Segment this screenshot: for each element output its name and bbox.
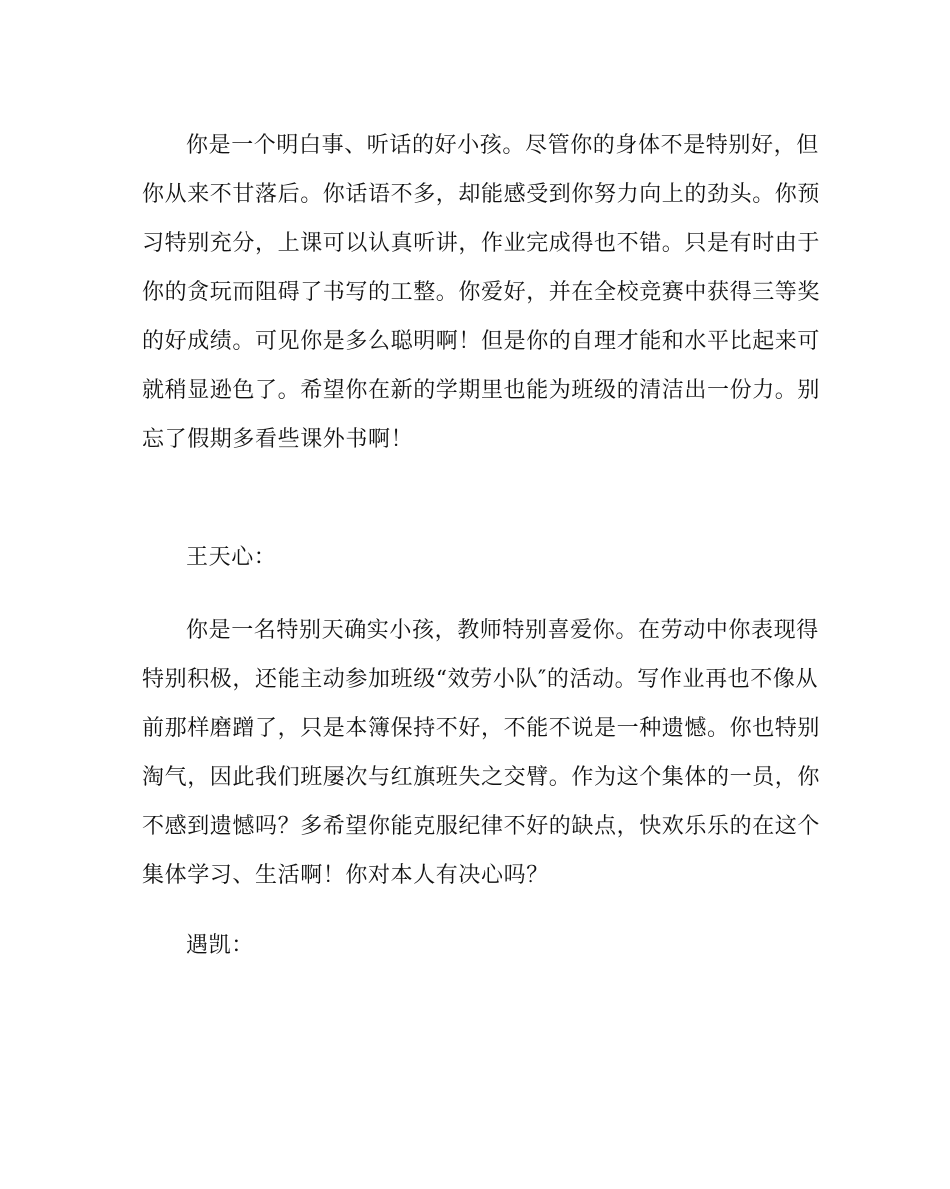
paragraph-2-line-4: 淘气，因此我们班屡次与红旗班失之交臂。作为这个集体的一员，你 (142, 765, 821, 790)
paragraph-1-line-7: 忘了假期多看些课外书啊！ (142, 427, 414, 452)
paragraph-2-line-1: 你是一名特别天确实小孩，教师特别喜爱你。在劳动中你表现得 (186, 618, 819, 643)
paragraph-1-line-5: 的好成绩。可见你是多么聪明啊！但是你的自理才能和水平比起来可 (142, 329, 821, 354)
paragraph-1-line-3: 习特别充分，上课可以认真听讲，作业完成得也不错。只是有时由于 (142, 231, 821, 256)
paragraph-2-line-3: 前那样磨蹭了，只是本簿保持不好，不能不说是一种遗憾。你也特别 (142, 716, 821, 741)
student-name-2: 遇凯： (186, 933, 254, 958)
paragraph-1-line-4: 你的贪玩而阻碍了书写的工整。你爱好，并在全校竞赛中获得三等奖 (142, 280, 821, 305)
paragraph-2-line-6: 集体学习、生活啊！你对本人有决心吗？ (142, 863, 549, 888)
paragraph-1-line-2: 你从来不甘落后。你话语不多，却能感受到你努力向上的劲头。你预 (142, 182, 821, 207)
paragraph-2-line-5: 不感到遗憾吗？多希望你能克服纪律不好的缺点，快欢乐乐的在这个 (142, 814, 821, 839)
paragraph-1-line-1: 你是一个明白事、听话的好小孩。尽管你的身体不是特别好，但 (186, 133, 819, 158)
paragraph-2-line-2: 特别积极，还能主动参加班级“效劳小队″的活动。写作业再也不像从 (142, 667, 819, 692)
student-name-1: 王天心： (186, 545, 277, 570)
paragraph-1-line-6: 就稍显逊色了。希望你在新的学期里也能为班级的清洁出一份力。别 (142, 378, 821, 403)
